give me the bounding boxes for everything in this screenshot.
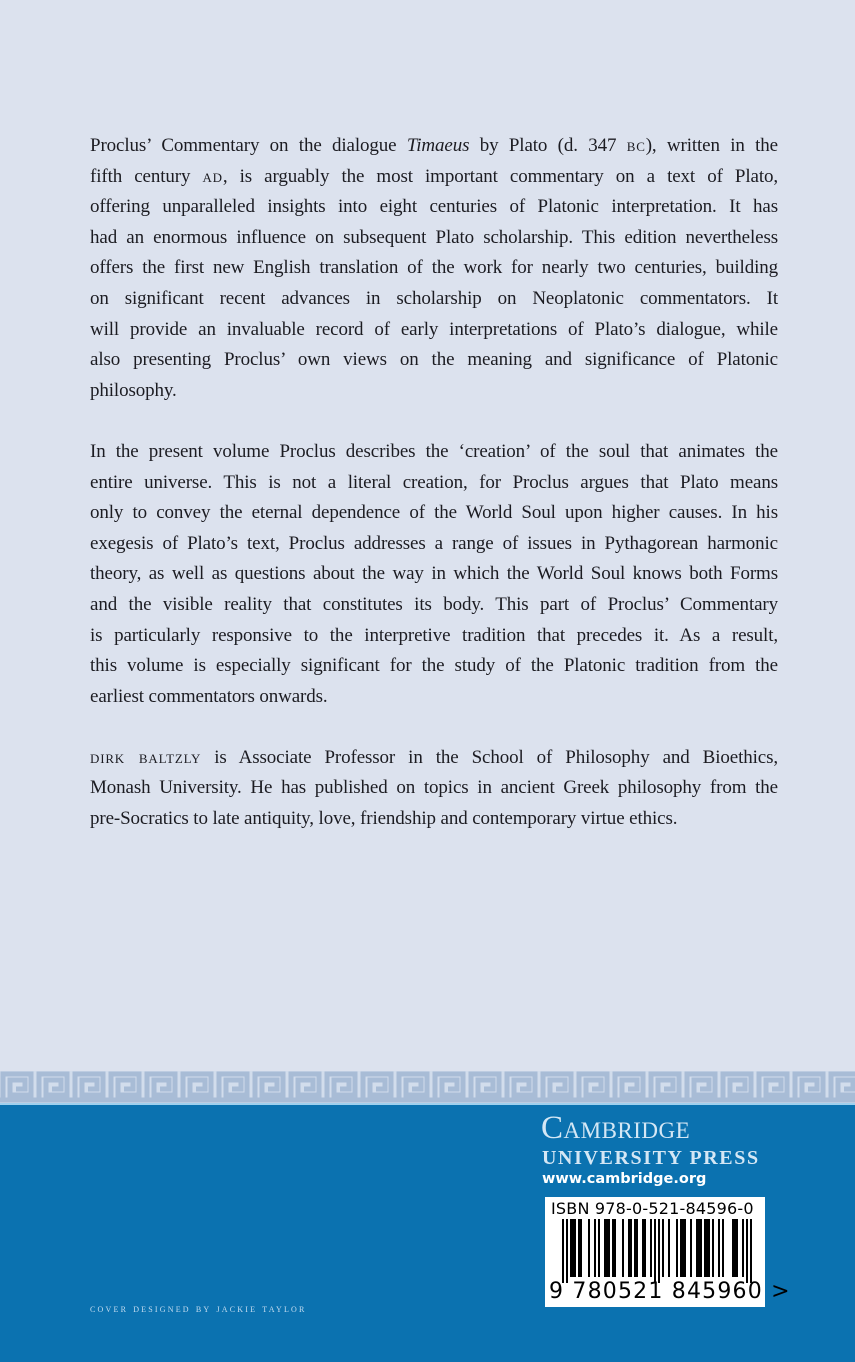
barcode-bar xyxy=(682,1219,684,1277)
barcode-bar xyxy=(658,1219,660,1283)
barcode-bar xyxy=(588,1219,590,1277)
barcode-bar xyxy=(606,1219,608,1277)
barcode-bar xyxy=(634,1219,636,1277)
barcode-bar xyxy=(700,1219,702,1277)
barcode-bar xyxy=(746,1219,748,1283)
text-line xyxy=(90,559,778,590)
barcode-bar xyxy=(718,1219,720,1277)
barcode-bar xyxy=(662,1219,664,1277)
paragraph-gap xyxy=(90,406,778,437)
text-line xyxy=(90,468,778,499)
barcode-bar xyxy=(572,1219,574,1277)
text-segment: pre-Socratics to late antiquity, love, friendship and contemporary virtue ethics. xyxy=(90,808,678,830)
text-line xyxy=(90,529,778,560)
text-line xyxy=(90,743,778,774)
publisher-logo-name: Cambridge xyxy=(541,1110,691,1146)
text-segment: on significant recent advances in scholarship on Neoplatonic commentators. It xyxy=(90,287,778,309)
text-segment: philosophy. xyxy=(90,379,177,401)
barcode-bar xyxy=(622,1219,624,1277)
barcode-bar xyxy=(736,1219,738,1277)
barcode-bar xyxy=(708,1219,710,1277)
barcode-bar xyxy=(644,1219,646,1277)
small-caps-text: ad xyxy=(202,165,223,187)
text-segment: is Associate Professor in the School of Philosophy and Bioethics, xyxy=(201,746,778,768)
barcode-bar xyxy=(712,1219,714,1277)
text-line xyxy=(90,590,778,621)
barcode-bar xyxy=(630,1219,632,1277)
barcode-bar xyxy=(628,1219,630,1277)
text-segment: will provide an invaluable record of early interpretations of Plato’s dialogue, while xyxy=(90,318,778,340)
barcode-bar xyxy=(690,1219,692,1277)
barcode-bar xyxy=(580,1219,582,1277)
isbn-label: ISBN 978-0-521-84596-0 xyxy=(551,1199,754,1218)
text-line xyxy=(90,315,778,346)
text-line xyxy=(90,682,778,713)
text-segment: In the present volume Proclus describes the ‘creation’ of the soul that animates the xyxy=(90,440,778,462)
author-bio xyxy=(90,743,778,835)
description-paragraph-1 xyxy=(90,131,778,406)
small-caps-text: bc xyxy=(626,135,646,156)
paragraph-gap xyxy=(90,712,778,743)
barcode-bar xyxy=(598,1219,600,1277)
text-segment: offers the first new English translation of the work for nearly two centuries, building xyxy=(90,257,778,279)
text-line xyxy=(90,498,778,529)
barcode-bar xyxy=(642,1219,644,1277)
barcode-bar xyxy=(608,1219,610,1277)
barcode-bar xyxy=(696,1219,698,1277)
text-line xyxy=(90,773,778,804)
isbn-barcode xyxy=(545,1197,791,1307)
barcode-digits: 9 780521 845960 > xyxy=(549,1279,791,1304)
italic-title: Timaeus xyxy=(406,135,470,156)
barcode-bar xyxy=(704,1219,706,1277)
barcode-bar xyxy=(604,1219,606,1277)
text-segment: ), written in the xyxy=(645,135,778,156)
small-caps-text: dirk baltzly xyxy=(90,746,202,768)
barcode-bar xyxy=(650,1219,652,1277)
barcode-bar xyxy=(668,1219,670,1277)
text-line xyxy=(90,437,778,468)
barcode-bar xyxy=(722,1219,724,1277)
barcode-bar xyxy=(594,1219,596,1277)
barcode-bars xyxy=(545,1219,765,1283)
text-line xyxy=(90,345,778,376)
barcode-bar xyxy=(750,1219,752,1283)
text-line xyxy=(90,804,778,835)
back-cover-text xyxy=(90,131,778,835)
barcode-bar xyxy=(742,1219,744,1277)
text-line xyxy=(90,284,778,315)
text-line xyxy=(90,253,778,284)
text-segment: , is arguably the most important commentary on a text of Plato, xyxy=(222,165,778,187)
text-line xyxy=(90,162,778,193)
text-segment: this volume is especially significant for the study of the Platonic tradition from the xyxy=(90,655,778,677)
barcode-bar xyxy=(614,1219,616,1277)
text-segment: Proclus’ Commentary on the dialogue xyxy=(90,135,407,156)
barcode-bar xyxy=(612,1219,614,1277)
cover-design-credit: cover designed by jackie taylor xyxy=(90,1303,307,1315)
text-segment: theory, as well as questions about the way in which the World Soul knows both Forms xyxy=(90,563,778,585)
text-segment: only to convey the eternal dependence of the World Soul upon higher causes. In his xyxy=(90,502,778,524)
text-segment: also presenting Proclus’ own views on the meaning and significance of Platonic xyxy=(90,349,778,371)
text-line xyxy=(90,651,778,682)
publisher-url: www.cambridge.org xyxy=(542,1171,707,1187)
text-line xyxy=(90,223,778,254)
text-segment: offering unparalleled insights into eight centuries of Platonic interpretation. It has xyxy=(90,196,778,218)
barcode-bar xyxy=(574,1219,576,1277)
text-segment: is particularly responsive to the interpretive tradition that precedes it. As a result, xyxy=(90,624,778,646)
barcode-bar xyxy=(698,1219,700,1277)
text-segment: had an enormous influence on subsequent Plato scholarship. This edition nevertheless xyxy=(90,226,778,248)
text-segment: and the visible reality that constitutes its body. This part of Proclus’ Commentary xyxy=(90,593,778,615)
barcode-bar xyxy=(578,1219,580,1277)
publisher-logo-division: UNIVERSITY PRESS xyxy=(542,1147,760,1169)
text-line xyxy=(90,192,778,223)
barcode-bar xyxy=(676,1219,678,1277)
barcode-bar xyxy=(734,1219,736,1277)
description-paragraph-2 xyxy=(90,437,778,712)
barcode-bar xyxy=(570,1219,572,1277)
barcode-bar xyxy=(706,1219,708,1277)
text-line xyxy=(90,376,778,407)
text-line xyxy=(90,131,778,162)
barcode-bar xyxy=(732,1219,734,1277)
text-segment: entire universe. This is not a literal creation, for Proclus argues that Plato means xyxy=(90,471,778,493)
text-segment: exegesis of Plato’s text, Proclus addresses a range of issues in Pythagorean harmonic xyxy=(90,532,778,554)
barcode-bar xyxy=(636,1219,638,1277)
barcode-bar xyxy=(566,1219,568,1283)
text-segment: by Plato (d. 347 xyxy=(469,135,627,156)
greek-key-border xyxy=(0,1071,855,1103)
text-line xyxy=(90,621,778,652)
text-segment: earliest commentators onwards. xyxy=(90,685,328,707)
barcode-bar xyxy=(680,1219,682,1277)
barcode-bar xyxy=(684,1219,686,1277)
barcode-bar xyxy=(654,1219,656,1283)
barcode-bar xyxy=(562,1219,564,1283)
text-segment: Monash University. He has published on topics in ancient Greek philosophy from the xyxy=(90,777,778,799)
text-segment: fifth century xyxy=(90,165,203,187)
